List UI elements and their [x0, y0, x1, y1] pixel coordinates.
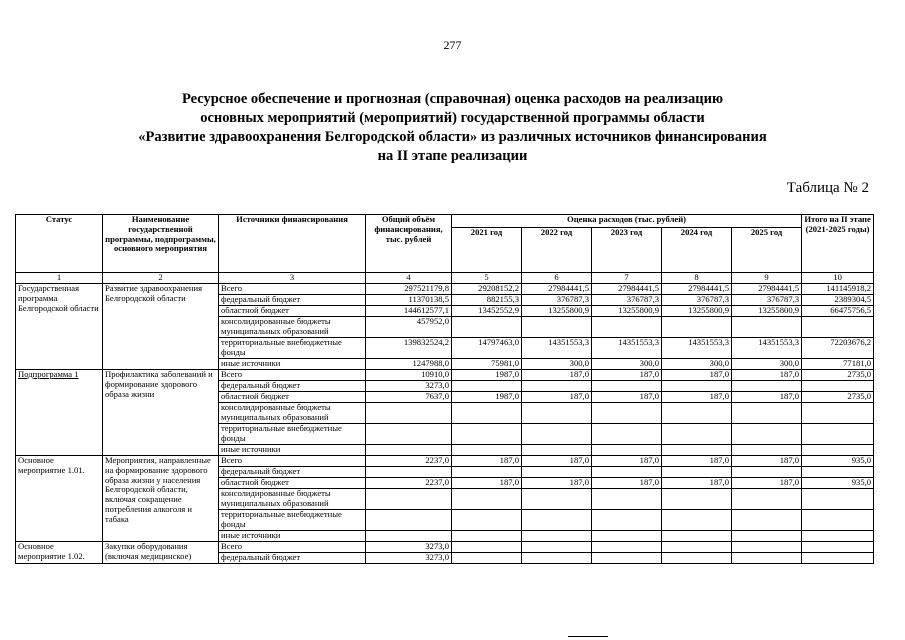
header-status: Статус — [16, 215, 103, 273]
value-cell: 72203676,2 — [802, 338, 874, 359]
value-cell — [452, 553, 522, 564]
row-name: Мероприятия, направленные на формирование здорового образа жизни у населения Белгородской области, включая сокращение потребления алкоголя и табака — [103, 456, 219, 542]
value-cell: 187,0 — [732, 478, 802, 489]
value-cell — [522, 403, 592, 424]
value-cell — [452, 510, 522, 531]
row-source: федеральный бюджет — [219, 381, 366, 392]
value-cell: 27984441,5 — [732, 284, 802, 295]
value-cell: 187,0 — [522, 392, 592, 403]
row-source: иные источники — [219, 359, 366, 370]
table-row — [16, 542, 874, 553]
column-number: 7 — [592, 273, 662, 284]
value-cell: 13255800,9 — [522, 306, 592, 317]
header-year: 2023 год — [592, 228, 662, 273]
value-cell: 187,0 — [662, 370, 732, 381]
row-status: Основное мероприятие 1.02. — [16, 542, 103, 564]
row-source: территориальные внебюджетные фонды — [219, 338, 366, 359]
value-cell: 300,0 — [522, 359, 592, 370]
value-cell: 144612577,1 — [366, 306, 452, 317]
value-cell: 187,0 — [662, 478, 732, 489]
title-line: «Развитие здравоохранения Белгородской области» из различных источников финансирования — [138, 129, 767, 145]
row-status: Основное мероприятие 1.01. — [16, 456, 103, 542]
value-cell — [522, 553, 592, 564]
value-cell — [662, 381, 732, 392]
row-source: консолидированные бюджеты муниципальных образований — [219, 317, 366, 338]
value-cell — [802, 424, 874, 445]
value-cell — [802, 403, 874, 424]
value-cell — [732, 489, 802, 510]
row-source: Всего — [219, 456, 366, 467]
value-cell: 376787,3 — [662, 295, 732, 306]
header-year: 2024 год — [662, 228, 732, 273]
value-cell — [366, 510, 452, 531]
row-source: федеральный бюджет — [219, 295, 366, 306]
value-cell: 14797463,0 — [452, 338, 522, 359]
row-source: Всего — [219, 542, 366, 553]
table-row — [16, 456, 874, 467]
row-name: Профилактика заболеваний и формирование здорового образа жизни — [103, 370, 219, 456]
row-source: территориальные внебюджетные фонды — [219, 510, 366, 531]
value-cell: 66475756,5 — [802, 306, 874, 317]
value-cell — [366, 445, 452, 456]
value-cell — [452, 445, 522, 456]
row-source: иные источники — [219, 531, 366, 542]
value-cell — [802, 445, 874, 456]
value-cell — [366, 403, 452, 424]
value-cell: 13452552,9 — [452, 306, 522, 317]
value-cell — [452, 489, 522, 510]
value-cell — [522, 445, 592, 456]
value-cell — [452, 467, 522, 478]
value-cell: 457952,0 — [366, 317, 452, 338]
column-number: 1 — [16, 273, 103, 284]
value-cell — [522, 467, 592, 478]
value-cell: 300,0 — [662, 359, 732, 370]
value-cell — [662, 553, 732, 564]
column-number-row — [16, 273, 874, 284]
row-name: Развитие здравоохранения Белгородской области — [103, 284, 219, 370]
value-cell — [522, 542, 592, 553]
value-cell: 75981,0 — [452, 359, 522, 370]
value-cell: 935,0 — [802, 478, 874, 489]
row-source: областной бюджет — [219, 306, 366, 317]
column-number: 4 — [366, 273, 452, 284]
value-cell: 13255800,9 — [732, 306, 802, 317]
value-cell — [592, 424, 662, 445]
value-cell — [662, 542, 732, 553]
value-cell: 13255800,9 — [662, 306, 732, 317]
value-cell — [802, 317, 874, 338]
value-cell — [732, 531, 802, 542]
value-cell: 14351553,3 — [592, 338, 662, 359]
value-cell — [732, 317, 802, 338]
value-cell — [366, 467, 452, 478]
column-number: 5 — [452, 273, 522, 284]
header-source: Источники финансирования — [219, 215, 366, 273]
header-year: 2021 год — [452, 228, 522, 273]
value-cell — [802, 467, 874, 478]
value-cell: 187,0 — [732, 392, 802, 403]
value-cell — [522, 489, 592, 510]
header-estimate: Оценка расходов (тыс. рублей) — [452, 215, 802, 228]
header-stage-total: Итого на II этапе (2021-2025 годы) — [802, 215, 874, 273]
row-source: федеральный бюджет — [219, 553, 366, 564]
value-cell: 2735,0 — [802, 392, 874, 403]
value-cell — [452, 531, 522, 542]
value-cell: 297521179,8 — [366, 284, 452, 295]
row-source: консолидированные бюджеты муниципальных образований — [219, 403, 366, 424]
value-cell — [732, 542, 802, 553]
value-cell — [592, 510, 662, 531]
column-number: 3 — [219, 273, 366, 284]
value-cell — [662, 531, 732, 542]
value-cell — [732, 510, 802, 531]
value-cell — [592, 531, 662, 542]
document-title — [80, 90, 825, 166]
value-cell — [802, 489, 874, 510]
value-cell: 10910,0 — [366, 370, 452, 381]
row-source: иные источники — [219, 445, 366, 456]
value-cell: 2735,0 — [802, 370, 874, 381]
value-cell: 7637,0 — [366, 392, 452, 403]
value-cell — [452, 403, 522, 424]
value-cell — [662, 403, 732, 424]
header-name: Наименование государственной программы, подпрограммы, основного мероприятия — [103, 215, 219, 273]
value-cell — [732, 553, 802, 564]
value-cell: 187,0 — [592, 456, 662, 467]
value-cell: 376787,3 — [732, 295, 802, 306]
row-source: Всего — [219, 370, 366, 381]
value-cell — [662, 510, 732, 531]
header-year: 2022 год — [522, 228, 592, 273]
value-cell: 14351553,3 — [662, 338, 732, 359]
value-cell: 27984441,5 — [522, 284, 592, 295]
value-cell: 300,0 — [592, 359, 662, 370]
value-cell — [802, 542, 874, 553]
value-cell: 27984441,5 — [662, 284, 732, 295]
title-line: основных мероприятий (мероприятий) государственной программы области — [200, 110, 705, 126]
table-row — [16, 284, 874, 295]
value-cell: 300,0 — [732, 359, 802, 370]
value-cell — [522, 510, 592, 531]
value-cell — [452, 542, 522, 553]
row-status: Государственная программа Белгородской области — [16, 284, 103, 370]
value-cell — [662, 445, 732, 456]
value-cell: 3273,0 — [366, 381, 452, 392]
value-cell: 187,0 — [452, 456, 522, 467]
column-number: 9 — [732, 273, 802, 284]
value-cell — [802, 531, 874, 542]
value-cell: 187,0 — [452, 478, 522, 489]
value-cell — [662, 489, 732, 510]
value-cell: 376787,3 — [592, 295, 662, 306]
value-cell — [452, 424, 522, 445]
value-cell — [662, 317, 732, 338]
value-cell — [366, 489, 452, 510]
title-line: Ресурсное обеспечение и прогнозная (справочная) оценка расходов на реализацию — [181, 91, 724, 107]
value-cell: 1987,0 — [452, 370, 522, 381]
budget-table — [15, 214, 874, 564]
value-cell: 187,0 — [592, 370, 662, 381]
column-number: 2 — [103, 273, 219, 284]
value-cell — [592, 467, 662, 478]
value-cell — [522, 531, 592, 542]
value-cell — [732, 403, 802, 424]
value-cell: 29208152,2 — [452, 284, 522, 295]
value-cell — [452, 381, 522, 392]
table-body — [16, 284, 874, 564]
value-cell — [662, 424, 732, 445]
value-cell: 14351553,3 — [732, 338, 802, 359]
bottom-rule — [568, 636, 608, 637]
value-cell: 187,0 — [522, 370, 592, 381]
row-status: Подпрограмма 1 — [16, 370, 103, 456]
header-year: 2025 год — [732, 228, 802, 273]
row-name: Закупки оборудования (включая медицинское) — [103, 542, 219, 564]
column-number: 10 — [802, 273, 874, 284]
value-cell: 187,0 — [522, 456, 592, 467]
value-cell — [592, 445, 662, 456]
value-cell — [592, 317, 662, 338]
value-cell: 187,0 — [662, 392, 732, 403]
value-cell: 187,0 — [522, 478, 592, 489]
value-cell: 882155,3 — [452, 295, 522, 306]
page-number: 277 — [443, 38, 462, 52]
header-total: Общий объём финансирования, тыс. рублей — [366, 215, 452, 273]
value-cell: 187,0 — [732, 456, 802, 467]
row-source: консолидированные бюджеты муниципальных образований — [219, 489, 366, 510]
value-cell — [522, 381, 592, 392]
value-cell: 376787,3 — [522, 295, 592, 306]
value-cell — [802, 381, 874, 392]
value-cell: 1987,0 — [452, 392, 522, 403]
title-line: на II этапе реализации — [377, 148, 528, 164]
value-cell: 3273,0 — [366, 553, 452, 564]
row-source: областной бюджет — [219, 478, 366, 489]
row-source: территориальные внебюджетные фонды — [219, 424, 366, 445]
value-cell: 2389304,5 — [802, 295, 874, 306]
value-cell — [522, 317, 592, 338]
row-source: федеральный бюджет — [219, 467, 366, 478]
value-cell — [592, 553, 662, 564]
table-label: Таблица № 2 — [786, 180, 869, 196]
value-cell: 187,0 — [732, 370, 802, 381]
value-cell: 1247988,0 — [366, 359, 452, 370]
column-number: 6 — [522, 273, 592, 284]
value-cell — [802, 510, 874, 531]
column-number: 8 — [662, 273, 732, 284]
value-cell — [802, 553, 874, 564]
value-cell: 935,0 — [802, 456, 874, 467]
value-cell: 3273,0 — [366, 542, 452, 553]
value-cell: 27984441,5 — [592, 284, 662, 295]
value-cell — [732, 467, 802, 478]
value-cell: 2237,0 — [366, 456, 452, 467]
value-cell: 187,0 — [592, 392, 662, 403]
value-cell — [662, 467, 732, 478]
value-cell — [366, 424, 452, 445]
value-cell: 187,0 — [592, 478, 662, 489]
value-cell — [366, 531, 452, 542]
value-cell — [592, 489, 662, 510]
value-cell: 77181,0 — [802, 359, 874, 370]
value-cell — [522, 424, 592, 445]
value-cell: 139832524,2 — [366, 338, 452, 359]
value-cell — [452, 317, 522, 338]
row-source: областной бюджет — [219, 392, 366, 403]
value-cell: 2237,0 — [366, 478, 452, 489]
table-row — [16, 370, 874, 381]
value-cell: 11370138,5 — [366, 295, 452, 306]
value-cell: 187,0 — [662, 456, 732, 467]
value-cell — [732, 445, 802, 456]
table-header — [16, 215, 874, 284]
value-cell — [732, 424, 802, 445]
value-cell — [732, 381, 802, 392]
value-cell: 13255800,9 — [592, 306, 662, 317]
value-cell — [592, 542, 662, 553]
value-cell: 141145918,2 — [802, 284, 874, 295]
value-cell: 14351553,3 — [522, 338, 592, 359]
value-cell — [592, 381, 662, 392]
row-source: Всего — [219, 284, 366, 295]
value-cell — [592, 403, 662, 424]
